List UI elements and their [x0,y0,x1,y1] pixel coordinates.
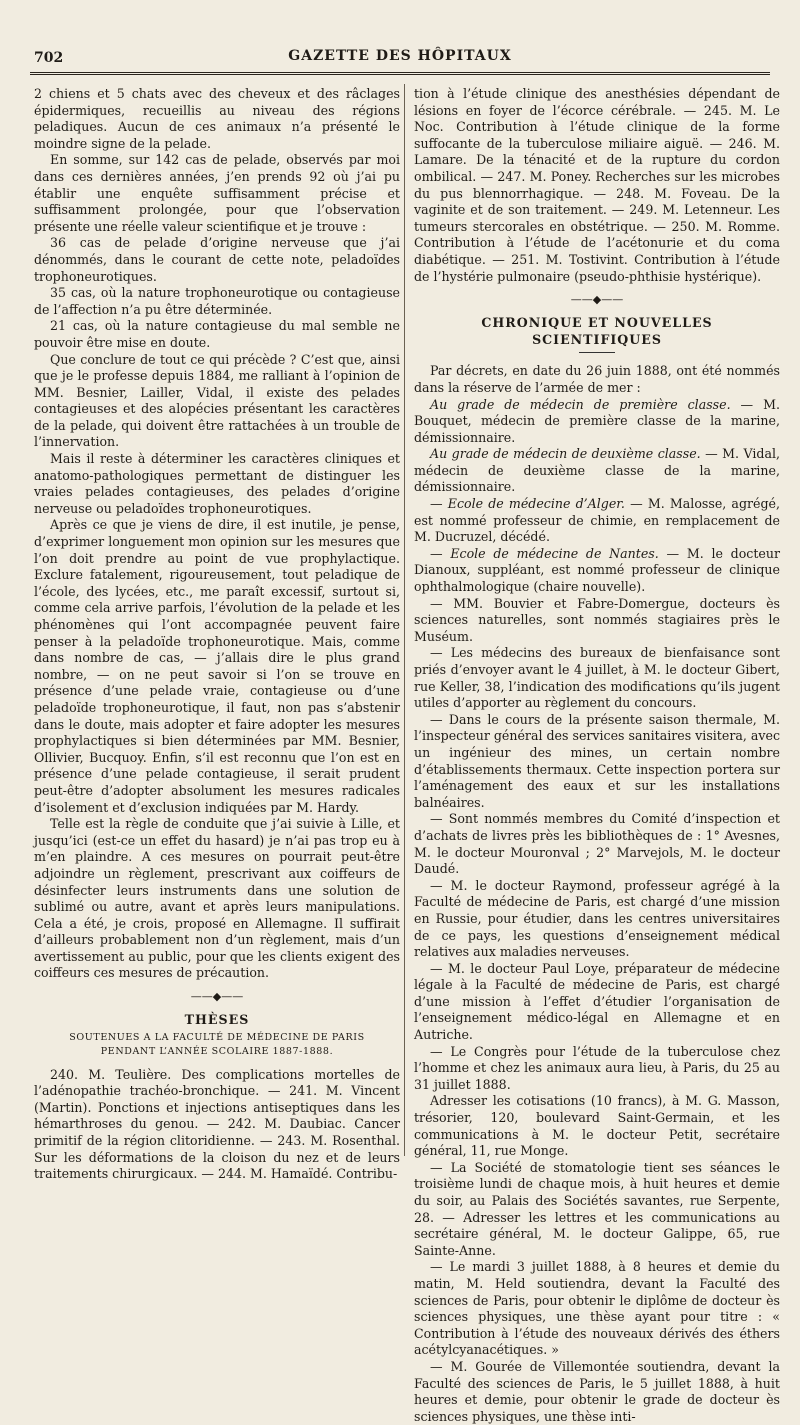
news-item: — Dans le cours de la présente saison thermale, M. l’inspecteur général des services sanitaires visitera, avec un ingénieur des mines, un certain nombre d’établissements thermaux. Cette inspection portera sur l’aménagement des eaux et sur les installations balnéaires. [414,711,780,810]
news-item [414,397,780,447]
section-separator: ——◆—— [190,990,244,1004]
news-item: — M. le docteur Raymond, professeur agrégé à la Faculté de médecine de Paris, est chargé d’une mission en Russie, pour étudier, dans les centres universitaires de ce pays, les questions d’enseignement médical relatives aux maladies nerveuses. [414,877,780,960]
news-item [414,446,780,496]
news-text: — M. Vidal, médecin de deuxième classe de la marine, démissionnaire. [414,446,780,495]
paragraph: En somme, sur 142 cas de pelade, observés par moi dans ces dernières années, j’en prends 92 où j’ai pu établir une enquête suffisamment précise et suffisamment prolongée, pour que l’observation présente une réelle valeur scientifique et je trouve : [34,152,400,234]
news-label: Ecole de médecine de Nantes. [450,545,659,561]
page-header [30,48,770,70]
paragraph: 36 cas de pelade d’origine nerveuse que j’ai dénommés, dans le courant de cette note, peladoïdes trophoneurotiques. [34,235,400,284]
news-item: — Les médecins des bureaux de bienfaisance sont priés d’envoyer avant le 4 juillet, à M. le docteur Gibert, rue Keller, 38, l’indication des modifications qu’ils jugent utiles d’apporter au règlement du concours. [414,645,780,711]
news-item: — MM. Bouvier et Fabre-Domergue, docteurs ès sciences naturelles, sont nommés stagiaires près le Muséum. [414,595,780,644]
paragraph: Mais il reste à déterminer les caractères cliniques et anatomo-pathologiques permettant de distinguer les vraies pelades contagieuses, des pelades d’origine nerveuse ou peladoïdes trophoneurotiques. [34,451,400,516]
news-item: — Ecole de médecine d’Alger. — M. Malosse, agrégé, est nommé professeur de chimie, en remplacement de M. Ducruzel, décédé. [414,496,780,545]
news-text: — M. Bouquet, médecin de première classe de la marine, démissionnaire. [414,396,780,445]
news-text: — M. le docteur Dianoux, suppléant, est nommé professeur de clinique ophthalmologique (chaire nouvelle). [414,545,780,595]
news-item: Adresser les cotisations (10 francs), à M. G. Masson, trésorier, 120, boulevard Saint-Germain, et les communications à M. le docteur Petit, secrétaire général, 11, rue Monge. [414,1093,780,1159]
news-item: — M. Gourée de Villemontée soutiendra, devant la Faculté des sciences de Paris, le 5 juillet 1888, à huit heures et demie, pour obtenir le grade de docteur ès sciences physiques, une thèse inti- [414,1358,780,1424]
left-column [34,86,400,1183]
news-label: Au grade de médecin de deuxième classe. [430,446,701,462]
chronique-title: CHRONIQUE ET NOUVELLES SCIENTIFIQUES [481,315,713,347]
news-item: — La Société de stomatologie tient ses séances le troisième lundi de chaque mois, à huit heures et demie du soir, au Palais des Sociétés savantes, rue Serpente, 28. — Adresser les lettres et les communications au secrétaire général, M. le docteur Galippe, 65, rue Sainte-Anne. [414,1159,780,1258]
theses-title: THÈSES [184,1012,250,1028]
news-item: — Ecole de médecine de Nantes. — M. le docteur Dianoux, suppléant, est nommé professeur de clinique ophthalmologique (chaire nouvelle). [414,545,780,595]
journal-title: GAZETTE DES HÔPITAUX [288,48,512,64]
theses-list-continued: tion à l’étude clinique des anesthésies dépendant de lésions en foyer de l’écorce cérébrale. — 245. M. Le Noc. Contribution à l’étude clinique de la forme suffocante de la tuberculose miliaire aiguë. — 246. M. Lamare. De la ténacité et de la rupture du cordon ombilical. — 247. M. Poney. Recherches sur les microbes du pus blennorrhagique. — 248. M. Foveau. De la vaginite et de son traitement. — 249. M. Letenneur. Les tumeurs stercorales en obstétrique. — 250. M. Romme. Contribution à l’étude de l’acétonurie et du coma diabétique. — 251. M. Tostivint. Contribution à l’étude de l’hystérie pulmonaire (pseudo-phthisie hystérique). [414,86,780,284]
paragraph: 35 cas, où la nature trophoneurotique ou contagieuse de l’affection n’a pu être déterminée. [34,285,400,317]
paragraph: Que conclure de tout ce qui précède ? C’est que, ainsi que je le professe depuis 1884, me ralliant à l’opinion de MM. Besnier, Lailler, Vidal, il existe des pelades contagieuses et des alopécies présentant les caractères de la pelade, qui doivent être rattachées à un trouble de l’innervation. [34,351,400,450]
paragraph: Après ce que je viens de dire, il est inutile, je pense, d’exprimer longuement mon opinion sur les mesures que l’on doit prendre au point de vue prophylactique. Exclure fatalement, rigoureusement, tout peladique de l’école, des lycées, etc., me paraît excessif, surtout si, comme cela arrive parfois, l’évolution de la pelade et les phénomènes qui l’ont accompagnée peuvent faire penser à la peladoïde trophoneurotique. Mais, comme dans nombre de cas, — j’allais dire le plus grand nombre, — on ne peut savoir si l’on se trouve en présence d’une pelade vraie, contagieuse ou d’une peladoïde trophoneurotique, il faut, non pas s’abstenir dans le doute, mais adopter et faire adopter les mesures prophylactiques si bien déterminées par MM. Besnier, Ollivier, Bucquoy. Enfin, s’il est reconnu que l’on est en présence d’une pelade contagieuse, il serait prudent peut-être d’adopter absolument les mesures radicales d’isolement et d’exclusion indiquées par M. Hardy. [34,517,400,815]
news-item: Par décrets, en date du 26 juin 1888, ont été nommés dans la réserve de l’armée de mer : [414,363,780,395]
theses-list: 240. M. Teulière. Des complications mortelles de l’adénopathie trachéo-bronchique. — 241. M. Vincent (Martin). Ponctions et injections antiseptiques dans les hémarthroses du genou. — 242. M. Daubiac. Cancer primitif de la région clitoridienne. — 243. M. Rosenthal. Sur les déformations de la cloison du nez et de leurs traitements chirurgicaux. — 244. M. Hamaïdé. Contribu- [34,1066,400,1182]
news-item: — M. le docteur Paul Loye, préparateur de médecine légale à la Faculté de médecine de Paris, est chargé d’une mission à l’effet d’étudier l’organisation de l’enseignement médico-légal en Allemagne et en Autriche. [414,960,780,1043]
title-underline [579,352,615,353]
theses-subtitle: SOUTENUES A LA FACULTÉ DE MÉDECINE DE PARIS [69,1031,365,1043]
paragraph: 21 cas, où la nature contagieuse du mal semble ne pouvoir être mise en doute. [34,318,400,350]
header-rule [30,72,770,75]
news-item: — Sont nommés membres du Comité d’inspection et d’achats de livres près les bibliothèques de : 1° Avesnes, M. le docteur Mouronval ; 2° Marvejols, M. le docteur Daudé. [414,811,780,877]
section-separator: ——◆—— [570,293,624,307]
news-label: Ecole de médecine d’Alger. [447,496,625,512]
news-item: — Le mardi 3 juillet 1888, à 8 heures et demie du matin, M. Held soutiendra, devant la Faculté des sciences de Paris, pour obtenir le diplôme de docteur ès sciences physiques, une thèse ayant pour titre : « Contribution à l’étude des nouveaux dérivés des éthers acétylcyanacétiques. » [414,1259,780,1358]
paragraph: 2 chiens et 5 chats avec des cheveux et des râclages épidermiques, recueillis au niveau des régions peladiques. Aucun de ces animaux n’a présenté le moindre signe de la pelade. [34,86,400,151]
paragraph: Telle est la règle de conduite que j’ai suivie à Lille, et jusqu’ici (est-ce un effet du hasard) je n’ai pas trop eu à m’en plaindre. A ces mesures on pourrait peut-être adjoindre un règlement, prescrivant aux coiffeurs de désinfecter leurs instruments dans une solution de sublimé ou autre, avant et après leurs manipulations. Cela a été, je crois, proposé en Allemagne. Il suffirait d’ailleurs probablement non d’un règlement, mais d’un avertissement au public, pour que les clients exigent des coiffeurs ces mesures de précaution. [34,816,400,981]
theses-subtitle-year: PENDANT L’ANNÉE SCOLAIRE 1887-1888. [100,1045,334,1057]
right-column [414,86,780,1425]
page-number: 702 [34,50,64,66]
column-divider [404,84,405,1156]
news-item: — Le Congrès pour l’étude de la tuberculose chez l’homme et chez les animaux aura lieu, à Paris, du 25 au 31 juillet 1888. [414,1043,780,1092]
news-label: Au grade de médecin de première classe. [430,396,731,412]
news-text: — M. Malosse, agrégé, est nommé professeur de chimie, en remplacement de M. Ducruzel, décédé. [414,496,780,545]
